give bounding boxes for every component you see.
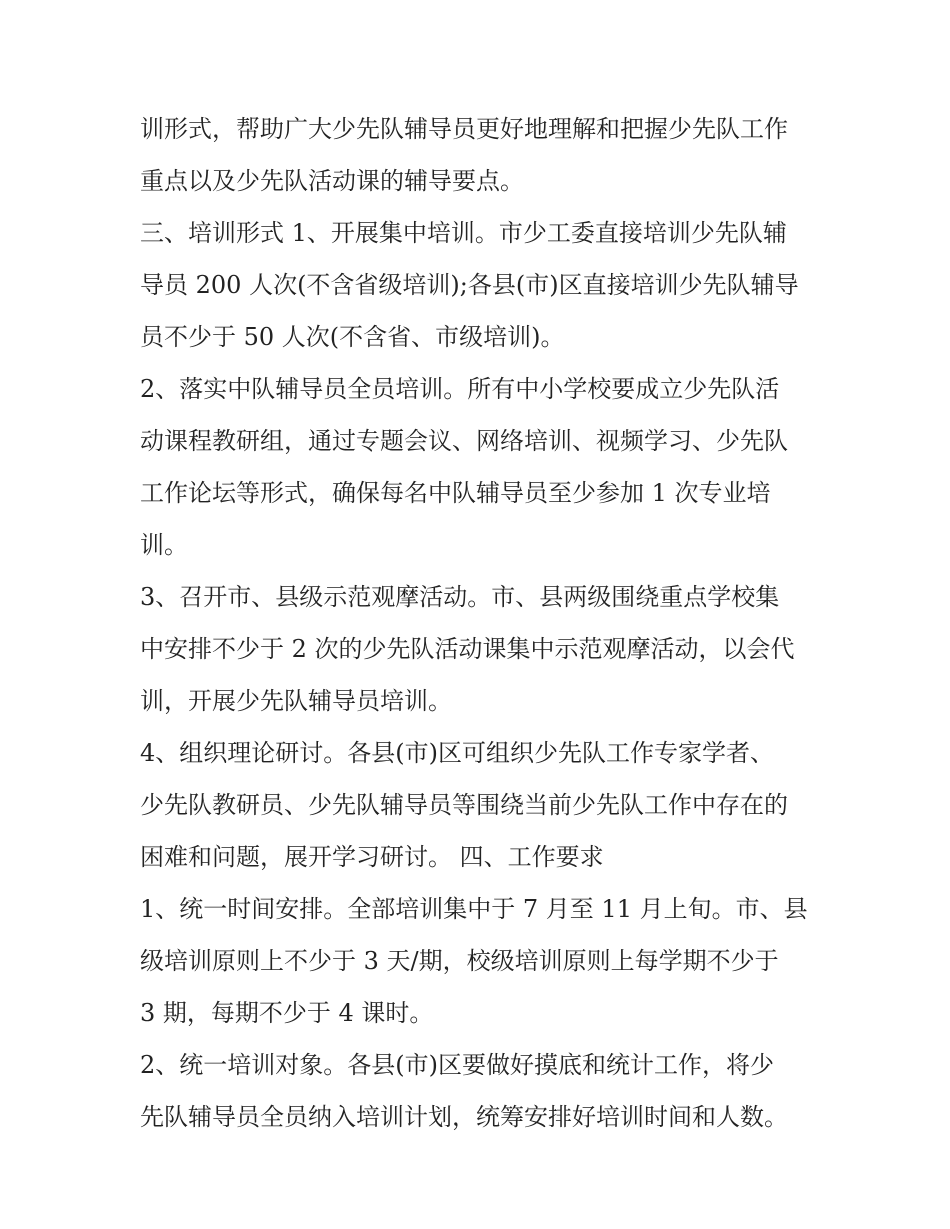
text-line: 动课程教研组，通过专题会议、网络培训、视频学习、少先队 <box>140 427 788 455</box>
text-line: 困难和问题，展开学习研讨。 四、工作要求 <box>140 843 604 871</box>
text-line: 工作论坛等形式，确保每名中队辅导员至少参加 1 次专业培 <box>140 479 771 507</box>
text-line: 重点以及少先队活动课的辅导要点。 <box>140 167 524 195</box>
text-line: 2、统一培训对象。各县(市)区要做好摸底和统计工作，将少 <box>140 1051 774 1079</box>
text-line: 导员 200 人次(不含省级培训);各县(市)区直接培训少先队辅导 <box>140 271 799 299</box>
text-line: 1、统一时间安排。全部培训集中于 7 月至 11 月上旬。市、县 <box>140 895 808 923</box>
text-line: 先队辅导员全员纳入培训计划，统筹安排好培训时间和人数。 <box>140 1103 788 1131</box>
text-line: 训形式，帮助广大少先队辅导员更好地理解和把握少先队工作 <box>140 115 788 143</box>
text-line: 级培训原则上不少于 3 天/期，校级培训原则上每学期不少于 <box>140 947 779 975</box>
document-body <box>140 103 830 1143</box>
text-line: 中安排不少于 2 次的少先队活动课集中示范观摩活动，以会代 <box>140 635 795 663</box>
text-line: 三、培训形式 1、开展集中培训。市少工委直接培训少先队辅 <box>140 219 787 247</box>
text-line: 少先队教研员、少先队辅导员等围绕当前少先队工作中存在的 <box>140 791 788 819</box>
text-line: 训，开展少先队辅导员培训。 <box>140 687 452 715</box>
text-line: 3 期，每期不少于 4 课时。 <box>140 999 434 1027</box>
text-line: 训。 <box>140 531 188 559</box>
text-line: 3、召开市、县级示范观摩活动。市、县两级围绕重点学校集 <box>140 583 780 611</box>
text-line: 员不少于 50 人次(不含省、市级培训)。 <box>140 323 565 351</box>
text-line: 2、落实中队辅导员全员培训。所有中小学校要成立少先队活 <box>140 375 780 403</box>
text-line: 4、组织理论研讨。各县(市)区可组织少先队工作专家学者、 <box>140 739 774 767</box>
